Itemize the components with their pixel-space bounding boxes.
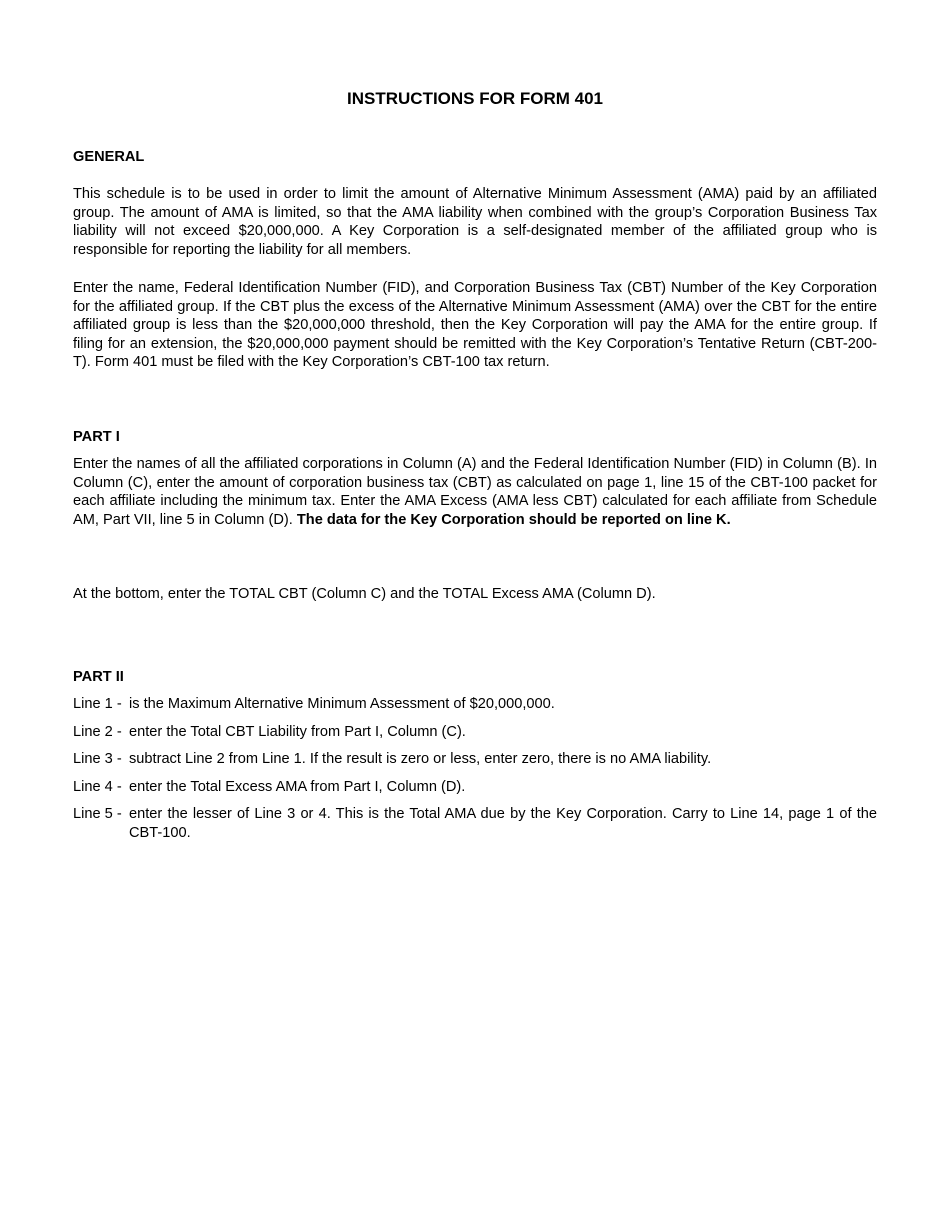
page-title: INSTRUCTIONS FOR FORM 401 — [347, 89, 603, 108]
line-text: enter the lesser of Line 3 or 4. This is the Total AMA due by the Key Corporation. Carry to Line 14, page 1 of the CBT-100. — [129, 806, 877, 841]
general-paragraph-2: Enter the name, Federal Identification Number (FID), and Corporation Business Tax (CBT) Number of the Key Corporation for the affiliated group. If the CBT plus the excess of the Alternative Minimum Assessment (AMA) over the CBT for the entire affiliated group is less than the $20,000,000 threshold, then the Key Corporation will pay the AMA for the entire group. If filing for an extension, the $20,000,000 payment should be remitted with the Key Corporation’s Tentative Return (CBT-200-T). Form 401 must be filed with the Key Corporation’s CBT-100 tax return. — [73, 280, 877, 371]
general-heading: GENERAL — [73, 149, 145, 165]
line-text: is the Maximum Alternative Minimum Assessment of $20,000,000. — [129, 696, 555, 712]
part2-line-1 — [73, 695, 877, 714]
line-label: Line 1 - — [73, 696, 122, 712]
part1-paragraph-1-text: Enter the names of all the affiliated corporations in Column (A) and the Federal Identification Number (FID) in Column (B). In Column (C), enter the amount of corporation business tax (CBT) as calculated on page 1, line 15 of the CBT-100 packet for each affiliate including the minimum tax. Enter the AMA Excess (AMA less CBT) calculated for each affiliate from Schedule AM, Part VII, line 5 in Column (D). — [73, 456, 877, 528]
part2-line-4 — [73, 778, 877, 797]
general-paragraph-1: This schedule is to be used in order to limit the amount of Alternative Minimum Assessment (AMA) paid by an affiliated group. The amount of AMA is limited, so that the AMA liability when combined with the group’s Corporation Business Tax liability will not exceed $20,000,000. A Key Corporation is a self-designated member of the affiliated group who is responsible for reporting the liability for all members. — [73, 186, 877, 258]
line-text: enter the Total CBT Liability from Part I, Column (C). — [129, 724, 466, 740]
part1-heading: PART I — [73, 429, 120, 445]
part2-line-3 — [73, 750, 877, 769]
part2-heading: PART II — [73, 669, 124, 685]
part1-paragraph-1 — [73, 455, 877, 529]
line-label: Line 3 - — [73, 751, 122, 767]
part2-line-2 — [73, 723, 877, 742]
line-text: subtract Line 2 from Line 1. If the result is zero or less, enter zero, there is no AMA liability. — [129, 751, 712, 767]
line-text: enter the Total Excess AMA from Part I, Column (D). — [129, 779, 466, 795]
line-label: Line 5 - — [73, 806, 122, 822]
line-label: Line 4 - — [73, 779, 122, 795]
part1-key-corporation-note: The data for the Key Corporation should be reported on line K. — [296, 511, 731, 528]
line-label: Line 2 - — [73, 724, 122, 740]
part1-paragraph-2: At the bottom, enter the TOTAL CBT (Column C) and the TOTAL Excess AMA (Column D). — [73, 586, 656, 602]
part2-line-5 — [73, 805, 877, 842]
